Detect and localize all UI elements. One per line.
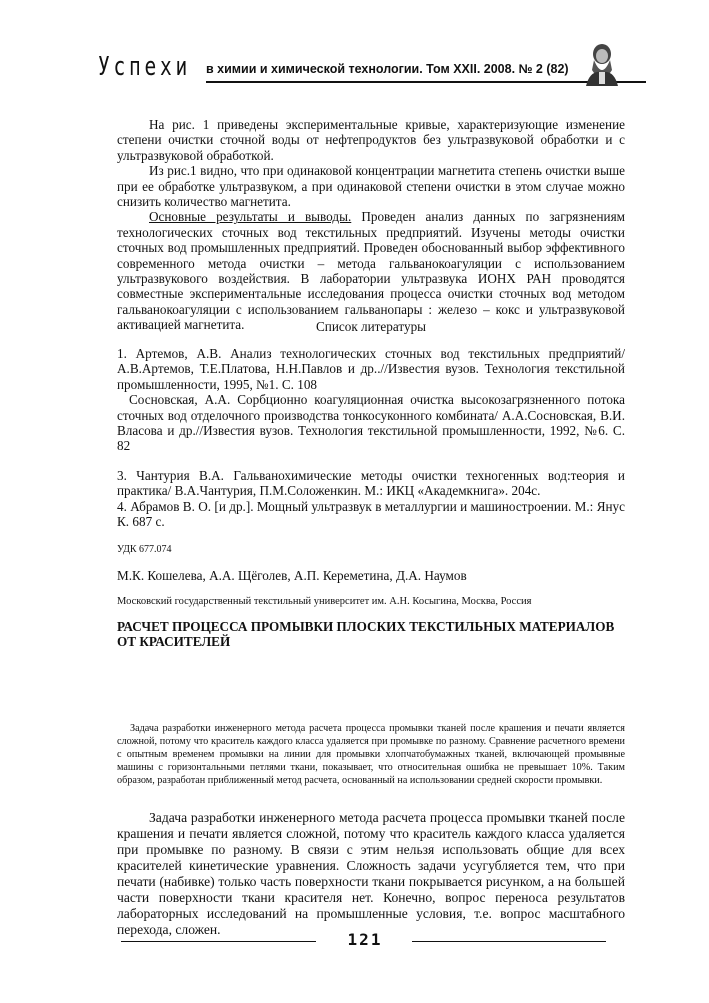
article-authors: М.К. Кошелева, А.А. Щёголев, А.П. Кереметина, Д.А. Наумов [117, 568, 467, 583]
footer-rule-right [412, 941, 606, 942]
journal-title: Успехи [98, 52, 191, 82]
reference-item: 3. Чантурия В.А. Гальванохимические методы очистки техногенных вод:теория и практика/ В.А.Чантурия, П.М.Соложенкин. М.: ИКЦ «Академкнига». 204с. [117, 467, 625, 499]
journal-header [98, 50, 658, 90]
body-paragraph: Задача разработки инженерного метода расчета процесса промывки тканей после крашения и печати является сложной, потому что краситель каждого класса удаляется при промывке по разному. В связи с этим нельзя использовать общие для всех красителей кинетические уравнения. Сложность задачи усугубляется тем, что при печати (набивке) только часть поверхности ткани покрывается рисунком, а на большей части поверхности ткани красителя нет. Конечно, вопрос переноса результатов лабораторных исследований на промышленные условия, т.е. вопрос масштабного перехода, сложен. [117, 810, 625, 937]
paragraph: Из рис.1 видно, что при одинаковой концентрации магнетита степень очистки выше при ее обработке ультразвуком, а при одинаковой степени очистки в этом случае можно снизить количество магнетита. [117, 163, 625, 210]
reference-item: 1. Артемов, А.В. Анализ технологических сточных вод текстильных предприятий/ А.В.Артемов, Т.Е.Платова, Н.Н.Павлов и др..//Известия вузов. Технология текстильной промышленности, 1995, №1. С. 108 [117, 346, 625, 392]
conclusions-label: Основные результаты и выводы. [149, 209, 352, 225]
article-affiliation: Московский государственный текстильный университет им. А.Н. Косыгина, Москва, Россия [117, 596, 532, 607]
references-heading: Список литературы [315, 319, 427, 334]
intro-text [117, 117, 625, 333]
journal-subtitle: в химии и химической технологии. Том XXII. 2008. № 2 (82) [206, 62, 569, 76]
paragraph: На рис. 1 приведены экспериментальные кривые, характеризующие изменение степени очистки сточной воды от нефтепродуктов без ультразвуковой обработки и с ультразвуковой обработкой. [117, 117, 625, 163]
abstract-text: Задача разработки инженерного метода расчета процесса промывки тканей после крашения и печати является сложной, потому что краситель каждого класса удаляется при промывке по разному. Сравнение расчетного времени с опытным временем промывки на линии для промывки хлопчатобумажных тканей, включающей промывные машины с горизонтальными петлями ткани, показывает, что относительная ошибка не превышает 10%. Таким образом, разработан приближенный метод расчета, основанный на использовании средней скорости промывки. [117, 723, 625, 786]
reference-item: 4. Абрамов В. О. [и др.]. Мощный ультразвук в металлургии и машиностроении. М.: Янус К. 687 с. [117, 498, 625, 530]
portrait-emblem-icon [582, 40, 622, 86]
article-title: РАСЧЕТ ПРОЦЕССА ПРОМЫВКИ ПЛОСКИХ ТЕКСТИЛЬНЫХ МАТЕРИАЛОВ ОТ КРАСИТЕЛЕЙ [117, 619, 615, 649]
reference-item: Сосновская, А.А. Сорбционно коагуляционная очистка высокозагрязненного потока сточных вод отделочного производства тонкосуконного комбината/ А.А.Сосновская, В.И. Власова и др.//Известия вузов. Технология текстильной промышленности, 1992, №6. С. 82 [117, 392, 625, 454]
footer-rule-left [121, 941, 316, 942]
article-body [117, 810, 625, 938]
paragraph-conclusions [117, 209, 625, 332]
article-abstract [117, 722, 625, 787]
udk-code: УДК 677.074 [117, 544, 172, 555]
conclusions-text: Проведен анализ данных по загрязнениям технологических сточных вод текстильных предприятий. Изучены методы очистки сточных вод промышленных предприятий. Проведен обоснованный выбор эффективного современного метода очистки – метода гальванокоагуляции с использованием ультразвукового воздействия. В лаборатории ультразвука ИОНХ РАН проводятся совместные экспериментальные исследования процесса очистки сточных вод методом гальванокоагуляции с использованием гальванопары : железо – кокс и ультразвуковой активацией магнетита. [117, 209, 625, 333]
page-number: 121 [347, 930, 383, 949]
references-list [117, 346, 625, 529]
header-rule [206, 81, 646, 83]
